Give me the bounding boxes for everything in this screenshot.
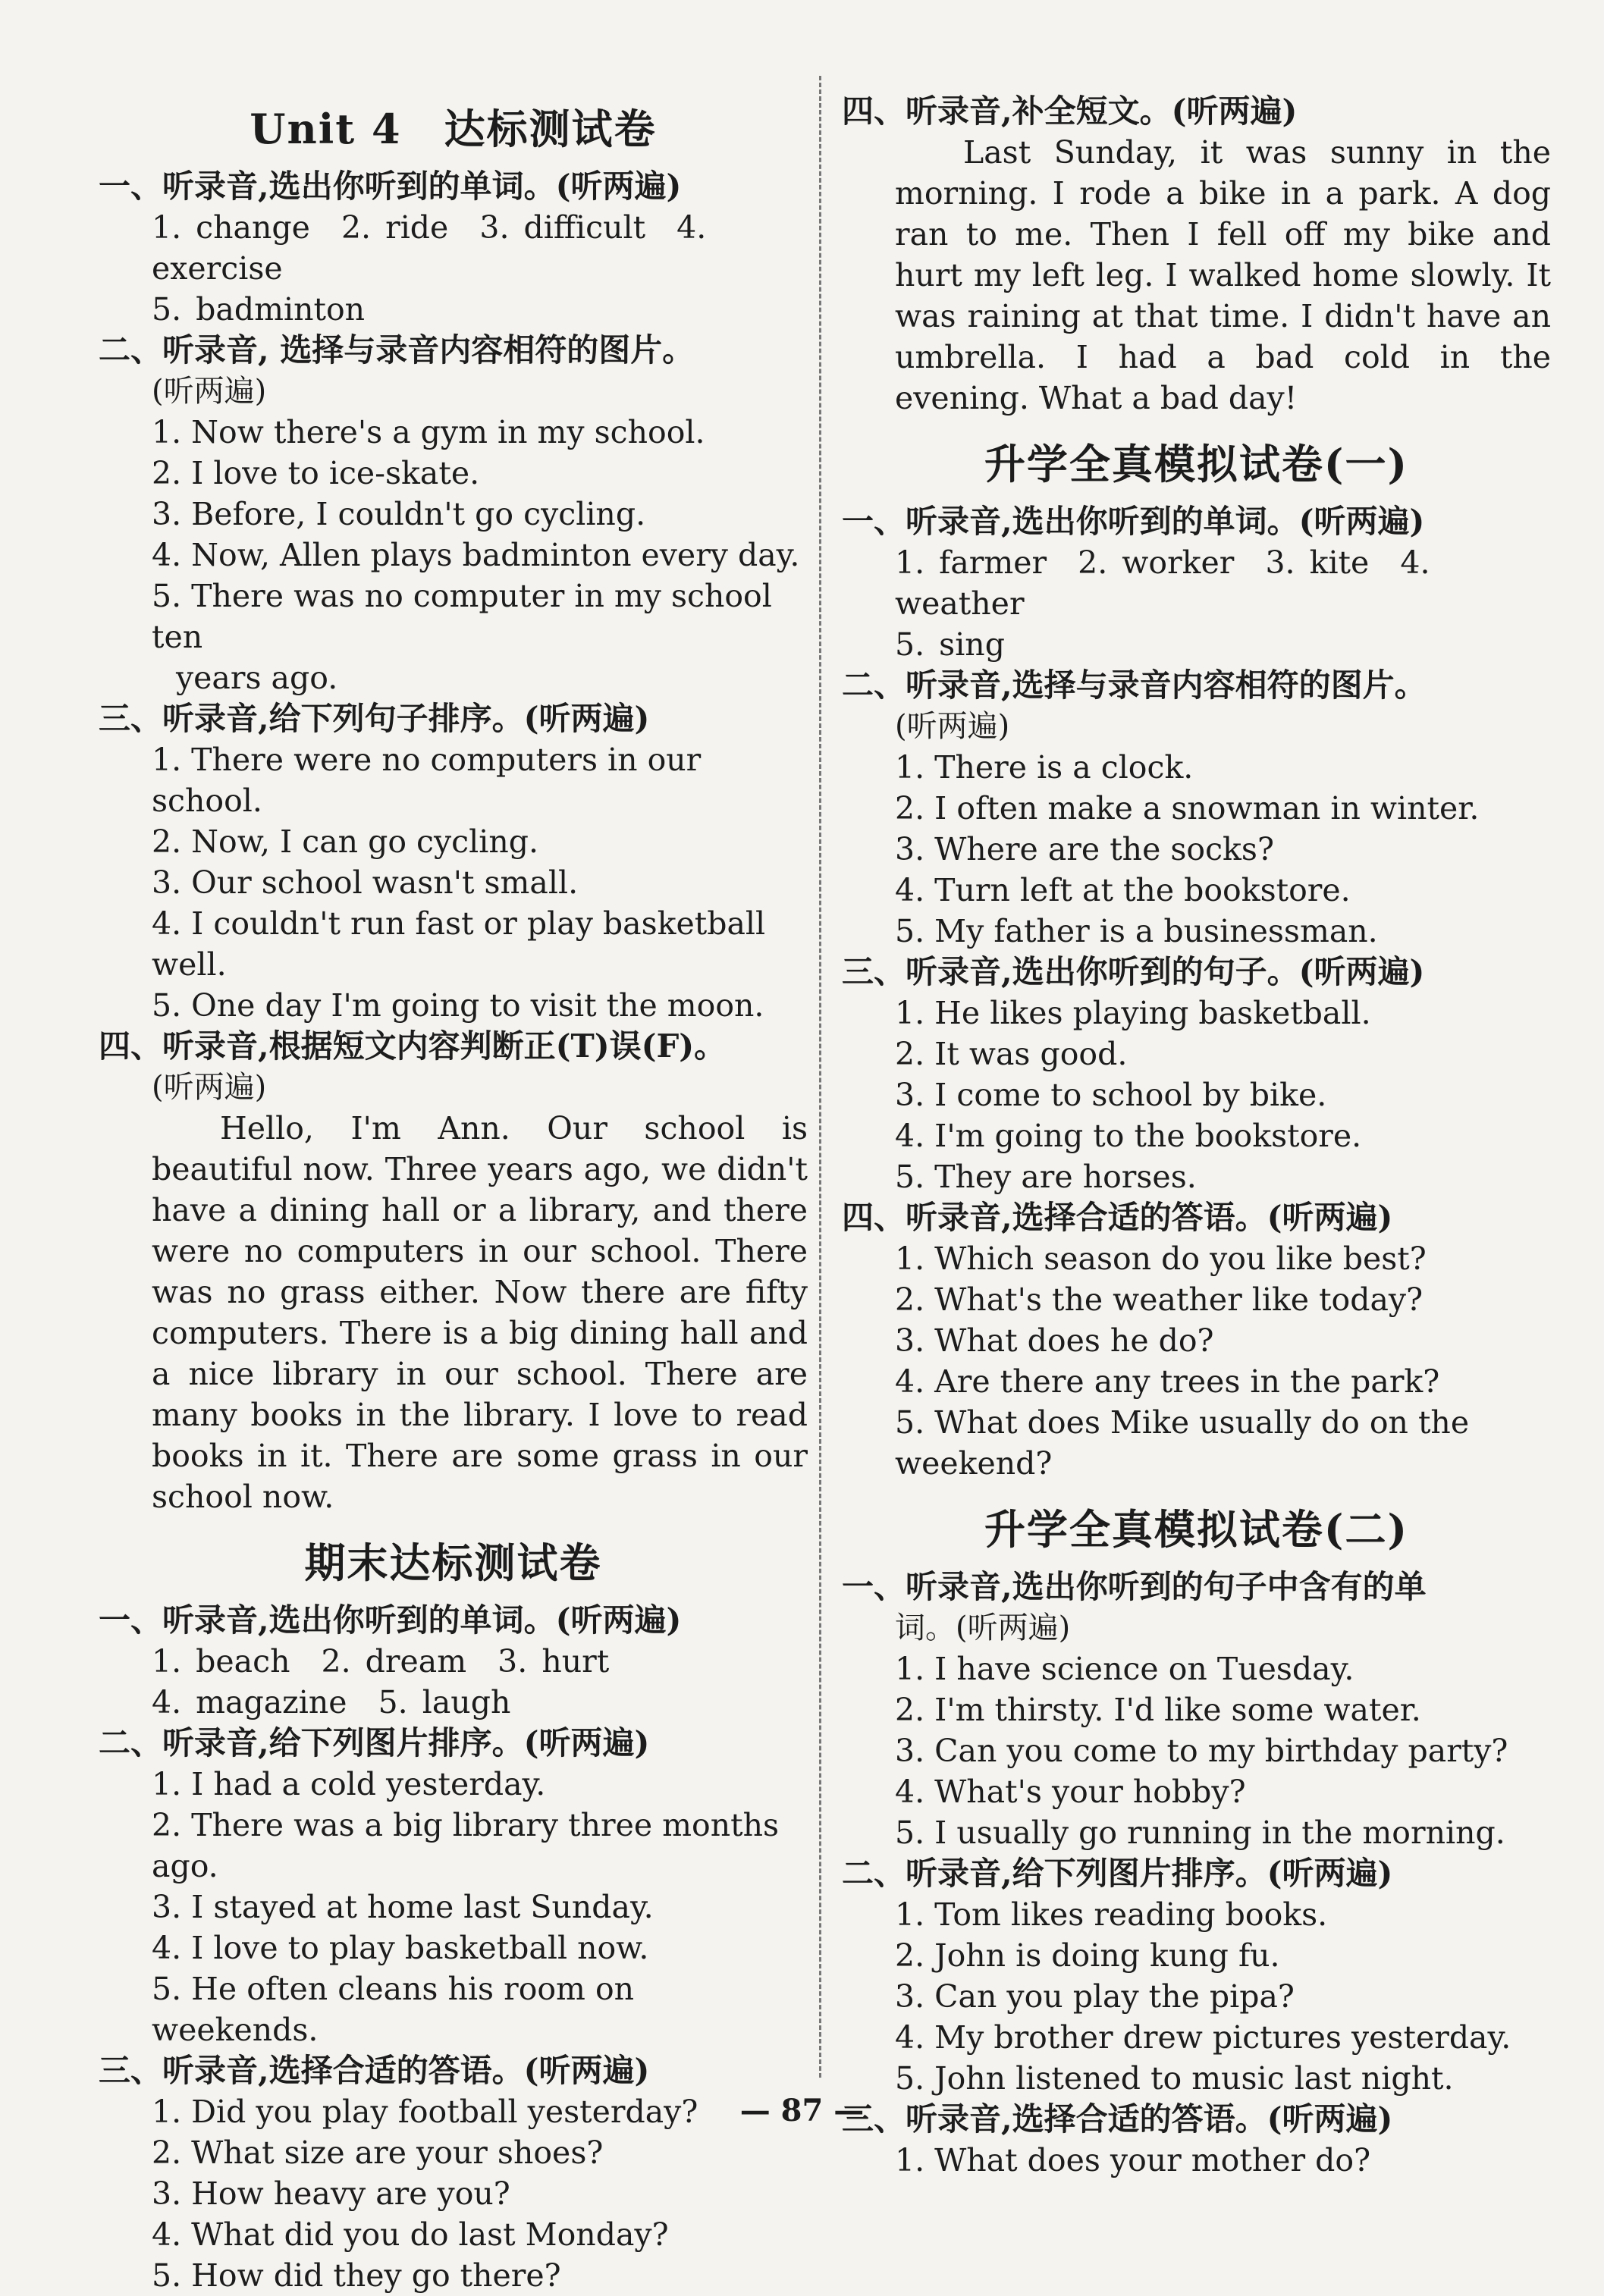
list-item: 3. Can you play the pipa? bbox=[895, 1978, 1295, 2015]
mock1-title: 升学全真模拟试卷(一) bbox=[984, 440, 1409, 488]
unit4-q1-words-2 bbox=[99, 289, 808, 330]
list-item: 3. I stayed at home last Sunday. bbox=[152, 1889, 654, 1925]
list-item: 5. They are horses. bbox=[895, 1159, 1197, 1195]
mock1-q2-sub: (听两遍) bbox=[895, 709, 1010, 744]
list-item: 5. There was no computer in my school ten bbox=[152, 578, 772, 655]
right-column bbox=[842, 83, 1551, 2181]
list-item: 2. There was a big library three months ago. bbox=[152, 1807, 780, 1884]
mock1-q4-heading: 四、听录音,选择合适的答语。(听两遍) bbox=[842, 1199, 1393, 1236]
left-column bbox=[99, 83, 808, 2296]
list-item: 4. I love to play basketball now. bbox=[152, 1930, 649, 1966]
mock1-q1-heading: 一、听录音,选出你听到的单词。(听两遍) bbox=[842, 503, 1425, 540]
list-item: 3. How heavy are you? bbox=[152, 2175, 510, 2212]
unit4-q3-heading: 三、听录音,给下列句子排序。(听两遍) bbox=[99, 700, 650, 737]
final-q1-heading: 一、听录音,选出你听到的单词。(听两遍) bbox=[99, 1601, 682, 1639]
mock2-q3-heading: 三、听录音,选择合适的答语。(听两遍) bbox=[842, 2100, 1393, 2138]
mock2-q1-heading: 一、听录音,选出你听到的句子中含有的单 bbox=[842, 1568, 1427, 1605]
cont-q4-heading: 四、听录音,补全短文。(听两遍) bbox=[842, 93, 1298, 130]
word: 4. magazine bbox=[152, 1684, 347, 1720]
word: 1. farmer bbox=[895, 544, 1047, 581]
word: 2. ride bbox=[341, 209, 449, 246]
list-item: 4. I'm going to the bookstore. bbox=[895, 1118, 1362, 1154]
list-item: 5. He often cleans his room on weekends. bbox=[152, 1971, 635, 2048]
list-item: 3. I come to school by bike. bbox=[895, 1077, 1327, 1113]
list-item: 5. What does Mike usually do on the weekend? bbox=[895, 1404, 1470, 1482]
mock1-q2-heading: 二、听录音,选择与录音内容相符的图片。 bbox=[842, 667, 1427, 704]
word: 3. hurt bbox=[498, 1643, 610, 1680]
list-item: 5. One day I'm going to visit the moon. bbox=[152, 987, 764, 1024]
list-item: 5. John listened to music last night. bbox=[895, 2060, 1454, 2097]
unit4-q1-heading: 一、听录音,选出你听到的单词。(听两遍) bbox=[99, 168, 682, 205]
word: 5. sing bbox=[895, 626, 1005, 663]
list-item: 4. I couldn't run fast or play basketball well. bbox=[152, 905, 766, 983]
list-item: 1. There is a clock. bbox=[895, 749, 1194, 786]
list-item: 3. Can you come to my birthday party? bbox=[895, 1733, 1508, 1769]
list-item: 2. Now, I can go cycling. bbox=[152, 823, 539, 860]
unit4-q4-sub: (听两遍) bbox=[152, 1070, 267, 1105]
list-item: 4. Are there any trees in the park? bbox=[895, 1363, 1440, 1400]
word: 3. kite bbox=[1265, 544, 1370, 581]
mock2-q1-sub: 词。(听两遍) bbox=[895, 1611, 1071, 1645]
list-item: 5. I usually go running in the morning. bbox=[895, 1815, 1505, 1851]
word: 1. beach bbox=[152, 1643, 290, 1680]
unit4-q1-words bbox=[99, 207, 808, 289]
page-number: — 87 — bbox=[739, 2093, 865, 2128]
list-item: 2. What size are your shoes? bbox=[152, 2134, 604, 2171]
mock1-q3-heading: 三、听录音,选出你听到的句子。(听两遍) bbox=[842, 953, 1425, 990]
final-title: 期末达标测试卷 bbox=[304, 1539, 602, 1587]
list-item: 2. I love to ice-skate. bbox=[152, 455, 480, 491]
word: 3. difficult bbox=[479, 209, 646, 246]
word: 1. change bbox=[152, 209, 310, 246]
unit4-q2-sub: (听两遍) bbox=[152, 374, 267, 409]
cont-passage: Last Sunday, it was sunny in the morning. I rode a bike in a park. A dog ran to me. Then I fell off my bike and hurt my left leg. I walked home slowly. It was raining at that time. I didn't have an umbrella. I had a bad cold in the evening. What a bad day! bbox=[895, 134, 1551, 416]
unit4-q2-heading: 二、听录音, 选择与录音内容相符的图片。 bbox=[99, 331, 695, 369]
list-item: 5. My father is a businessman. bbox=[895, 913, 1378, 949]
list-item: 1. There were no computers in our school. bbox=[152, 742, 702, 819]
list-item: 3. Our school wasn't small. bbox=[152, 864, 579, 901]
list-item: 1. Tom likes reading books. bbox=[895, 1896, 1328, 1933]
word: 2. dream bbox=[321, 1643, 467, 1680]
list-item: 4. What did you do last Monday? bbox=[152, 2216, 669, 2253]
mock2-q2-heading: 二、听录音,给下列图片排序。(听两遍) bbox=[842, 1855, 1393, 1892]
word: 5. badminton bbox=[152, 291, 366, 328]
list-item: 1. I had a cold yesterday. bbox=[152, 1766, 546, 1802]
list-item: 3. What does he do? bbox=[895, 1322, 1214, 1359]
list-item: 2. John is doing kung fu. bbox=[895, 1937, 1280, 1974]
list-item: 4. Turn left at the bookstore. bbox=[895, 872, 1351, 908]
final-q1-words-2 bbox=[99, 1682, 808, 1723]
list-item: 4. Now, Allen plays badminton every day. bbox=[152, 537, 800, 573]
list-item: 2. I'm thirsty. I'd like some water. bbox=[895, 1692, 1421, 1728]
list-item: 1. Now there's a gym in my school. bbox=[152, 414, 705, 450]
list-item: 4. What's your hobby? bbox=[895, 1774, 1246, 1810]
word: 2. worker bbox=[1078, 544, 1235, 581]
mock1-q1-words-2 bbox=[842, 624, 1551, 665]
unit4-passage: Hello, I'm Ann. Our school is beautiful now. Three years ago, we didn't have a dining hall or a library, and there were no computers in our school. There was no grass either. Now there are fifty computers. There is a big dining hall and a nice library in our school. There are many books in the library. I love to read books in it. There are some grass in our school now. bbox=[152, 1110, 808, 1515]
list-item: 5. How did they go there? bbox=[152, 2257, 561, 2294]
word: 5. laugh bbox=[378, 1684, 511, 1720]
final-q1-words bbox=[99, 1641, 808, 1682]
unit4-title: Unit 4 达标测试卷 bbox=[250, 105, 657, 153]
final-q2-heading: 二、听录音,给下列图片排序。(听两遍) bbox=[99, 1724, 650, 1761]
list-item: 2. I often make a snowman in winter. bbox=[895, 790, 1480, 826]
word: 4. weather bbox=[895, 544, 1430, 622]
list-item: 3. Where are the socks? bbox=[895, 831, 1274, 867]
list-item: 2. It was good. bbox=[895, 1036, 1128, 1072]
list-item-continuation: years ago. bbox=[176, 660, 338, 696]
word: 4. exercise bbox=[152, 209, 707, 287]
final-q3-heading: 三、听录音,选择合适的答语。(听两遍) bbox=[99, 2052, 650, 2089]
list-item: 4. My brother drew pictures yesterday. bbox=[895, 2019, 1511, 2056]
list-item: 1. What does your mother do? bbox=[895, 2142, 1371, 2178]
mock2-title: 升学全真模拟试卷(二) bbox=[984, 1505, 1409, 1554]
mock1-q1-words bbox=[842, 542, 1551, 624]
column-divider bbox=[819, 76, 821, 2078]
unit4-q4-heading: 四、听录音,根据短文内容判断正(T)误(F)。 bbox=[99, 1027, 727, 1065]
list-item: 3. Before, I couldn't go cycling. bbox=[152, 496, 646, 532]
list-item: 1. Did you play football yesterday? bbox=[152, 2094, 698, 2130]
list-item: 1. Which season do you like best? bbox=[895, 1241, 1427, 1277]
list-item: 1. He likes playing basketball. bbox=[895, 995, 1371, 1031]
list-item: 2. What's the weather like today? bbox=[895, 1281, 1424, 1318]
list-item: 1. I have science on Tuesday. bbox=[895, 1651, 1354, 1687]
